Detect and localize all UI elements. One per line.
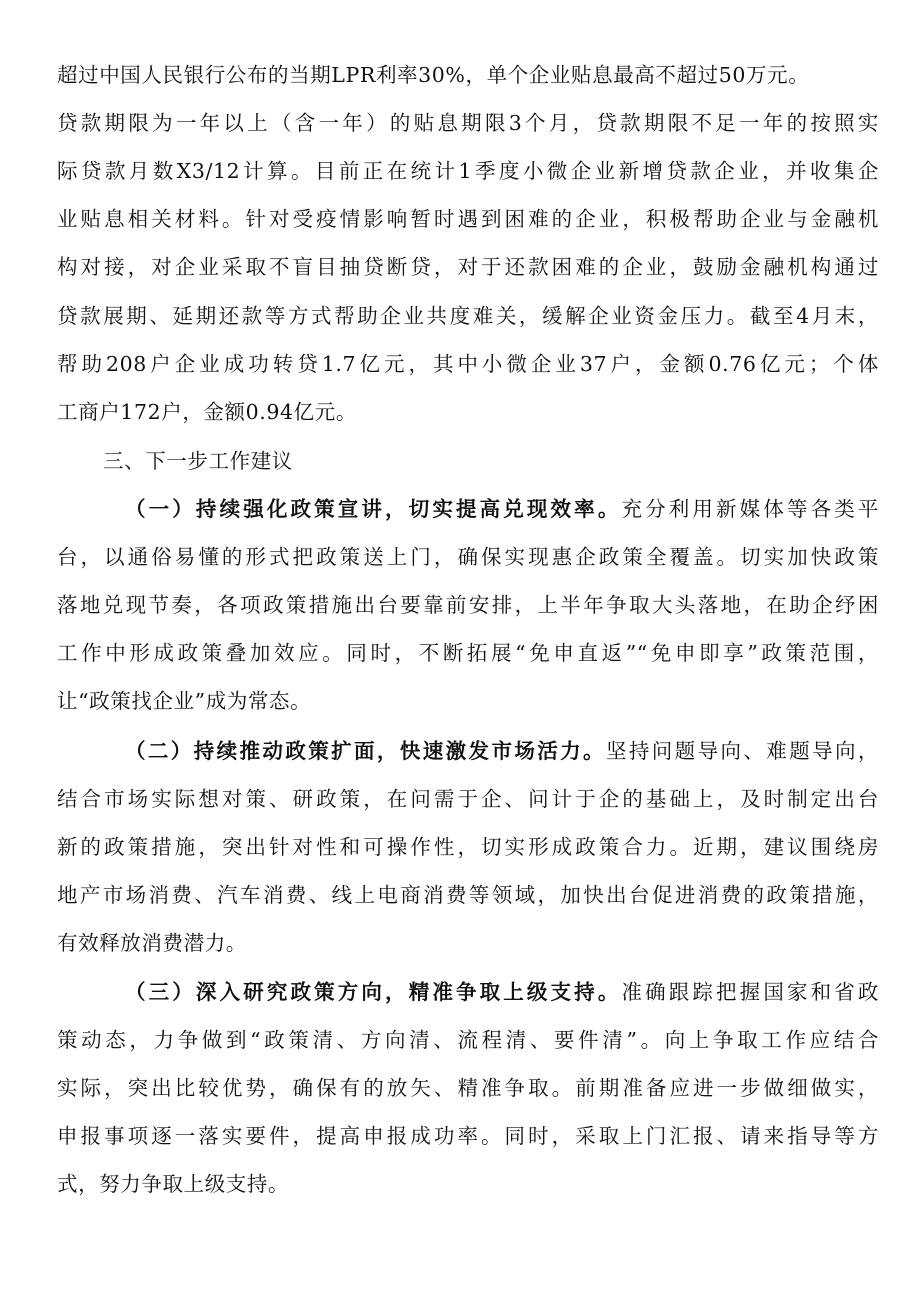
paragraph-line: 新的政策措施，突出针对性和可操作性，切实形成政策合力。近期，建议围绕房 [57,835,879,859]
paragraph-line: 际贷款月数X3/12计算。目前正在统计1季度小微企业新增贷款企业，并收集企 [57,159,879,183]
paragraph-line: 实际，突出比较优势，确保有的放矢、精准争取。前期准备应进一步做细做实， [57,1076,879,1100]
paragraph-line: 贷款期限为一年以上（含一年）的贴息期限3个月，贷款期限不足一年的按照实 [57,111,879,135]
item-3-heading: （三）深入研究政策方向，精准争取上级支持。 [125,980,622,1004]
item-1-heading: （一）持续强化政策宣讲，切实提高兑现效率。 [125,497,622,521]
item-2-first-line-text: 坚持问题导向、难题导向， [605,739,879,763]
paragraph-line: 构对接，对企业采取不盲目抽贷断贷，对于还款困难的企业，鼓励金融机构通过 [57,255,879,279]
paragraph-line: 式，努力争取上级支持。 [57,1172,290,1196]
item-1-first-line [125,494,879,524]
paragraph-line: 帮助208户企业成功转贷1.7亿元，其中小微企业37户，金额0.76亿元；个体 [57,352,879,376]
item-1-first-line-text: 充分利用新媒体等各类平 [621,497,879,521]
paragraph-line: 超过中国人民银行公布的当期LPR利率30%，单个企业贴息最高不超过50万元。 [57,63,810,87]
paragraph-line: 策动态，力争做到“政策清、方向清、流程清、要件清”。向上争取工作应结合 [57,1028,879,1052]
paragraph-line: 落地兑现节奏，各项政策措施出台要靠前安排，上半年争取大头落地，在助企纾困 [57,593,879,617]
item-2-heading: （二）持续推动政策扩面，快速激发市场活力。 [125,739,606,763]
paragraph-line: 结合市场实际想对策、研政策，在问需于企、问计于企的基础上，及时制定出台 [57,787,879,811]
document-page [57,0,879,1301]
item-3-first-line [125,977,879,1007]
item-3-first-line-text: 准确跟踪把握国家和省政 [621,980,879,1004]
paragraph-line: 让“政策找企业”成为常态。 [57,689,312,713]
paragraph-line: 台，以通俗易懂的形式把政策送上门，确保实现惠企政策全覆盖。切实加快政策 [57,545,879,569]
paragraph-line: 工商户172户，金额0.94亿元。 [57,400,357,424]
paragraph-line: 贷款展期、延期还款等方式帮助企业共度难关，缓解企业资金压力。截至4月末， [57,304,879,328]
paragraph-line: 申报事项逐一落实要件，提高申报成功率。同时，采取上门汇报、请来指导等方 [57,1124,879,1148]
paragraph-line: 业贴息相关材料。针对受疫情影响暂时遇到困难的企业，积极帮助企业与金融机 [57,207,879,231]
paragraph-line: 地产市场消费、汽车消费、线上电商消费等领域，加快出台促进消费的政策措施， [57,883,879,907]
section-heading: 三、下一步工作建议 [103,449,293,473]
paragraph-line: 工作中形成政策叠加效应。同时，不断拓展“免申直返”“免申即享”政策范围， [57,641,879,665]
paragraph-line: 有效释放消费潜力。 [57,931,247,955]
item-2-first-line [125,736,879,766]
